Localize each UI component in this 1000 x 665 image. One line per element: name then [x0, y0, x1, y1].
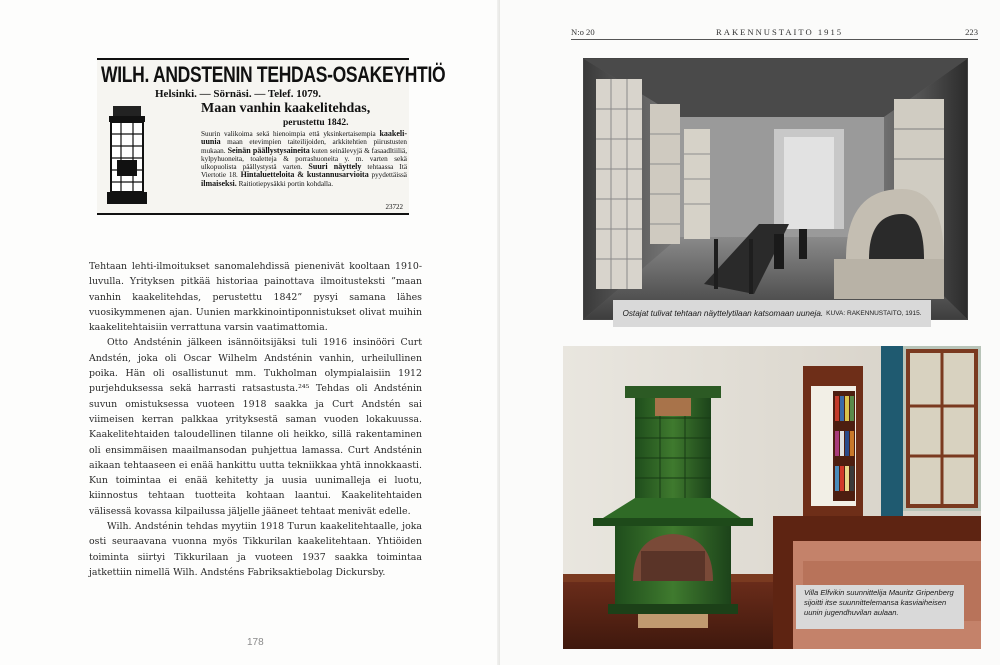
- page-number: 178: [247, 637, 264, 648]
- ad-body-bold: Seinän päällystysaineita: [227, 145, 310, 155]
- stove-photo-caption: Villa Elfvikin suunnittelija Mauritz Gripenberg sijoitti itse suunnittelemansa kasviaiheisen uunin jugendhuvilan aulaan.: [796, 585, 964, 629]
- ad-stove-illustration: [103, 104, 151, 208]
- paragraph: Otto Andsténin jälkeen isännöitsijäksi tuli 1916 insinööri Curt Andstén, joka oli Oscar Wilhelm Andsténin vanhin, urheilullinen poika. Hän oli osallistunut mm. Tukholman olympialaisiin 1912 purjehduksessa sekä harrasti ratsastusta.²⁴⁵ Tehdas oli Andsténin suvun omistuksessa vuoteen 1918 saakka ja Curt Andstén sai viimeisen kerran palkkaa yrityksestä saman vuoden lokakuussa. Kaakelitehtaiden taloudellinen tilanne oli heikko, sillä rakentaminen oli ensimmäisen maailmansodan puhjettua lamassa. Curt Andsténin aikaan tehtaaseen ei enää hankittu uutta tekniikkaa yhtä innokkaasti. Kun toimintaa ei enää kehitetty ja uusia uunimalleja ei luotu, kiinnostus tehtaan tuotteita kohtaan laantui. Kaakelitehtaiden välisessä kovassa kilpailussa jäljelle jääneet tehtaat menivät edelle.: [89, 337, 422, 517]
- ad-title: WILH. ANDSTENIN TEHDAS-OSAKEYHTIÖ: [101, 62, 446, 87]
- ad-body-text: tehtaassa Itä Viertotie 18.: [201, 163, 408, 180]
- ad-body-text: maan etevimpien taiteilijoiden, arkkitehtien piirustusten mukaan.: [201, 138, 407, 155]
- journal-page-number: 223: [965, 27, 978, 37]
- journal-title: RAKENNUSTAITO 1915: [716, 27, 844, 37]
- ad-body-text: Raitiotiepysäkki portin kohdalla.: [238, 179, 333, 188]
- body-text: [89, 259, 422, 580]
- issue-number: N:o 20: [571, 27, 595, 37]
- photo-credit: KUVA: RAKENNUSTAITO, 1915.: [826, 310, 922, 317]
- caption-text: Ostajat tulivat tehtaan näyttelytilaan katsomaan uuneja.: [622, 309, 824, 318]
- paragraph: Tehtaan lehti-ilmoitukset sanomalehdissä pienenivät kooltaan 1910-luvulla. Yrityksen pitkää historiaa painottava ilmoitusteksti ”maan vanhin kaakelitehdas, perustettu 1842” pysyi samana lähes vuosikymmenen ajan. Uunien markkinointiponnistukset olivat muihin kaakelitehtaisiin verrattuna varsin vaatimattomia.: [89, 261, 422, 334]
- paragraph: Wilh. Andsténin tehdas myytiin 1918 Turun kaakelitehtaalle, joka osti seuraavana vuonna myös Tikkurilan kaakelitehtaan. Yhtiöiden toiminta siirtyi Tikkurilaan ja vuoteen 1937 saakka toimintaa jatkettiin nimellä Wilh. Andsténs Fabriksaktiebolag Dickursby.: [89, 521, 422, 578]
- journal-header: [571, 27, 978, 40]
- showroom-photo: [583, 58, 968, 320]
- newspaper-advertisement: [97, 58, 446, 215]
- ad-body-text: pyydettäissä: [371, 171, 407, 180]
- ad-body-text: Suurin valikoima sekä hienoimpia että yksinkertaisempia: [201, 130, 376, 138]
- ad-body-text: kuten seinälevyjä & fasaadltiiliä, kylpyhuoneita, toaletteja & porrashuoneita y. m. varten sekä ulkopuolista päällystystä varten.: [201, 146, 407, 172]
- ad-body-bold: Hintaluetteloita & kustannusarvioita: [240, 170, 369, 180]
- ad-body-bold: Suuri näyttely: [308, 162, 362, 172]
- ad-body: [201, 130, 407, 188]
- ad-address: Helsinki. — Sörnäsi. — Telef. 1079.: [155, 88, 321, 100]
- showroom-illustration: [584, 59, 967, 319]
- ad-body-bold: kaakeli-uunia: [201, 129, 407, 147]
- photo-caption: [613, 300, 931, 327]
- ad-headline: Maan vanhin kaakelitehdas,: [201, 101, 371, 116]
- ad-founded: perustettu 1842.: [283, 118, 349, 128]
- ad-body-bold: ilmaiseksi.: [201, 178, 237, 188]
- ad-code: 23722: [385, 203, 403, 211]
